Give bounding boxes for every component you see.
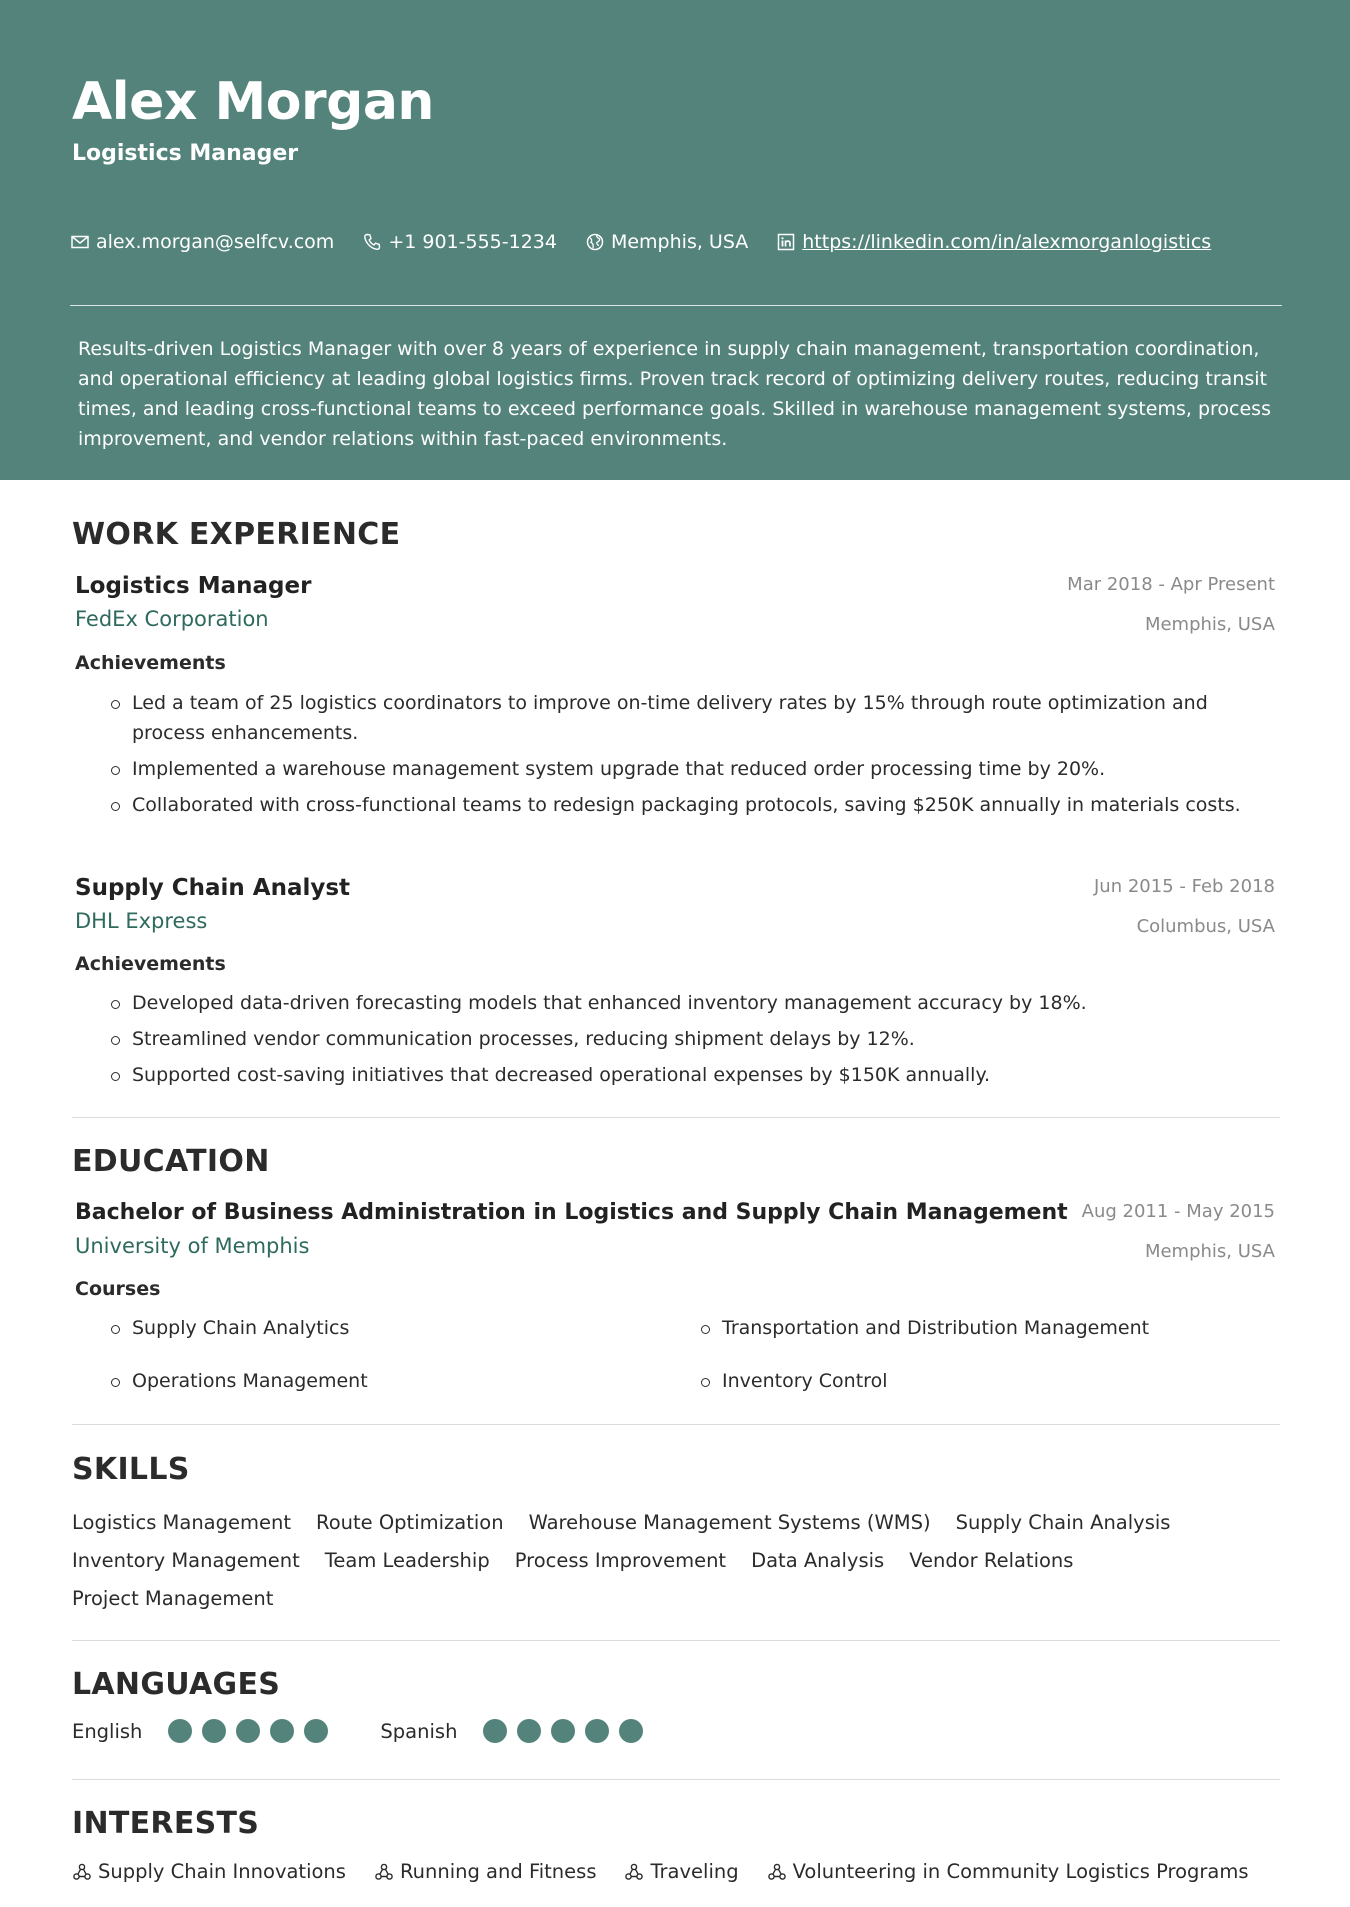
skill-item: Process Improvement: [514, 1549, 727, 1572]
achievements-list: [132, 988, 1252, 1096]
list-item: Transportation and Distribution Management: [722, 1313, 1232, 1343]
job-company: FedEx Corporation: [75, 607, 269, 631]
education-heading: EDUCATION: [72, 1144, 270, 1179]
languages-list: [72, 1719, 695, 1743]
mail-icon: [70, 232, 90, 252]
interest-icon: [767, 1862, 787, 1882]
list-item: Led a team of 25 logistics coordinators to improve on-time delivery rates by 15% through route optimization and process enhancements.: [132, 688, 1252, 748]
proficiency-dots: [168, 1719, 338, 1743]
list-item: Collaborated with cross-functional teams to redesign packaging protocols, saving $250K annually in materials costs.: [132, 790, 1252, 820]
proficiency-dot: [551, 1719, 575, 1743]
achievements-label: Achievements: [75, 652, 226, 674]
proficiency-dot: [236, 1719, 260, 1743]
degree-title: Bachelor of Business Administration in Logistics and Supply Chain Management: [75, 1200, 1068, 1225]
education-location: Memphis, USA: [1144, 1241, 1275, 1262]
job-dates: Jun 2015 - Feb 2018: [1094, 876, 1275, 897]
proficiency-dots: [483, 1719, 653, 1743]
proficiency-dot: [202, 1719, 226, 1743]
work-experience-heading: WORK EXPERIENCE: [72, 517, 401, 552]
interest-icon: [374, 1862, 394, 1882]
job-dates: Mar 2018 - Apr Present: [1067, 574, 1275, 595]
list-item: Implemented a warehouse management system upgrade that reduced order processing time by 20%.: [132, 754, 1252, 784]
proficiency-dot: [517, 1719, 541, 1743]
school-name: University of Memphis: [75, 1234, 310, 1258]
skill-item: Data Analysis: [751, 1549, 885, 1572]
interest-label: Volunteering in Community Logistics Programs: [792, 1860, 1249, 1883]
job-location: Columbus, USA: [1136, 916, 1275, 937]
profile-summary: Results-driven Logistics Manager with over 8 years of experience in supply chain management, transportation coordination, and operational efficiency at leading global logistics firms. Proven track record of optimizing delivery routes, reducing transit times, and leading cross-functional teams to exceed performance goals. Skilled in warehouse management systems, process improvement, and vendor relations within fast-paced environments.: [78, 338, 1271, 450]
linkedin-icon: [776, 232, 796, 252]
job-title: Logistics Manager: [75, 573, 312, 599]
interests-list: [72, 1860, 1277, 1883]
list-item: Supported cost-saving initiatives that decreased operational expenses by $150K annually.: [132, 1060, 1252, 1090]
skill-item: Route Optimization: [316, 1511, 504, 1534]
contact-location: [585, 231, 748, 253]
contact-row: [70, 231, 1239, 253]
list-item: Operations Management: [132, 1366, 722, 1396]
list-item: Developed data-driven forecasting models that enhanced inventory management accuracy by 18%.: [132, 988, 1252, 1018]
phone-icon: [362, 232, 382, 252]
language-name: English: [72, 1719, 143, 1743]
header-divider: [70, 305, 1282, 306]
skill-item: Supply Chain Analysis: [955, 1511, 1171, 1534]
proficiency-dot: [304, 1719, 328, 1743]
proficiency-dot: [168, 1719, 192, 1743]
contact-phone-text: +1 901-555-1234: [388, 231, 557, 253]
section-divider: [72, 1640, 1280, 1641]
achievements-label: Achievements: [75, 953, 226, 975]
section-divider: [72, 1117, 1280, 1118]
interest-label: Running and Fitness: [399, 1860, 597, 1883]
courses-list: [132, 1313, 1232, 1396]
languages-heading: LANGUAGES: [72, 1667, 281, 1702]
skill-item: Inventory Management: [72, 1549, 300, 1572]
proficiency-dot: [585, 1719, 609, 1743]
skill-item: Vendor Relations: [909, 1549, 1074, 1572]
contact-phone[interactable]: [362, 231, 557, 253]
language-item: [72, 1719, 338, 1743]
section-divider: [72, 1424, 1280, 1425]
skill-item: Team Leadership: [324, 1549, 490, 1572]
language-name: Spanish: [380, 1719, 458, 1743]
language-item: [380, 1719, 653, 1743]
job-company: DHL Express: [75, 909, 208, 933]
resume-header: [0, 0, 1350, 480]
interest-icon: [624, 1862, 644, 1882]
interest-label: Supply Chain Innovations: [98, 1860, 346, 1883]
job-title: Supply Chain Analyst: [75, 875, 351, 901]
list-item: Streamlined vendor communication processes, reducing shipment delays by 12%.: [132, 1024, 1252, 1054]
candidate-title: Logistics Manager: [72, 141, 299, 166]
interest-item: [767, 1860, 1249, 1883]
contact-email-text: alex.morgan@selfcv.com: [96, 231, 335, 253]
education-dates: Aug 2011 - May 2015: [1081, 1201, 1275, 1222]
job-location: Memphis, USA: [1144, 614, 1275, 635]
linkedin-link[interactable]: https://linkedin.com/in/alexmorganlogistics: [802, 231, 1212, 253]
contact-email[interactable]: [70, 231, 334, 253]
courses-label: Courses: [75, 1278, 161, 1300]
interest-item: [72, 1860, 346, 1883]
interest-label: Traveling: [650, 1860, 739, 1883]
skills-list: [72, 1504, 1252, 1618]
interest-item: [374, 1860, 597, 1883]
globe-icon: [585, 232, 605, 252]
interests-heading: INTERESTS: [72, 1806, 260, 1841]
list-item: Inventory Control: [722, 1366, 1232, 1396]
skills-heading: SKILLS: [72, 1452, 190, 1487]
proficiency-dot: [619, 1719, 643, 1743]
skill-item: Logistics Management: [72, 1511, 292, 1534]
contact-location-text: Memphis, USA: [610, 231, 749, 253]
achievements-list: [132, 688, 1252, 826]
candidate-name: Alex Morgan: [72, 72, 434, 132]
skill-item: Warehouse Management Systems (WMS): [528, 1511, 931, 1534]
contact-linkedin[interactable]: [776, 231, 1211, 253]
list-item: Supply Chain Analytics: [132, 1313, 722, 1343]
proficiency-dot: [483, 1719, 507, 1743]
interest-icon: [72, 1862, 92, 1882]
section-divider: [72, 1779, 1280, 1780]
skill-item: Project Management: [72, 1587, 274, 1610]
proficiency-dot: [270, 1719, 294, 1743]
interest-item: [624, 1860, 738, 1883]
